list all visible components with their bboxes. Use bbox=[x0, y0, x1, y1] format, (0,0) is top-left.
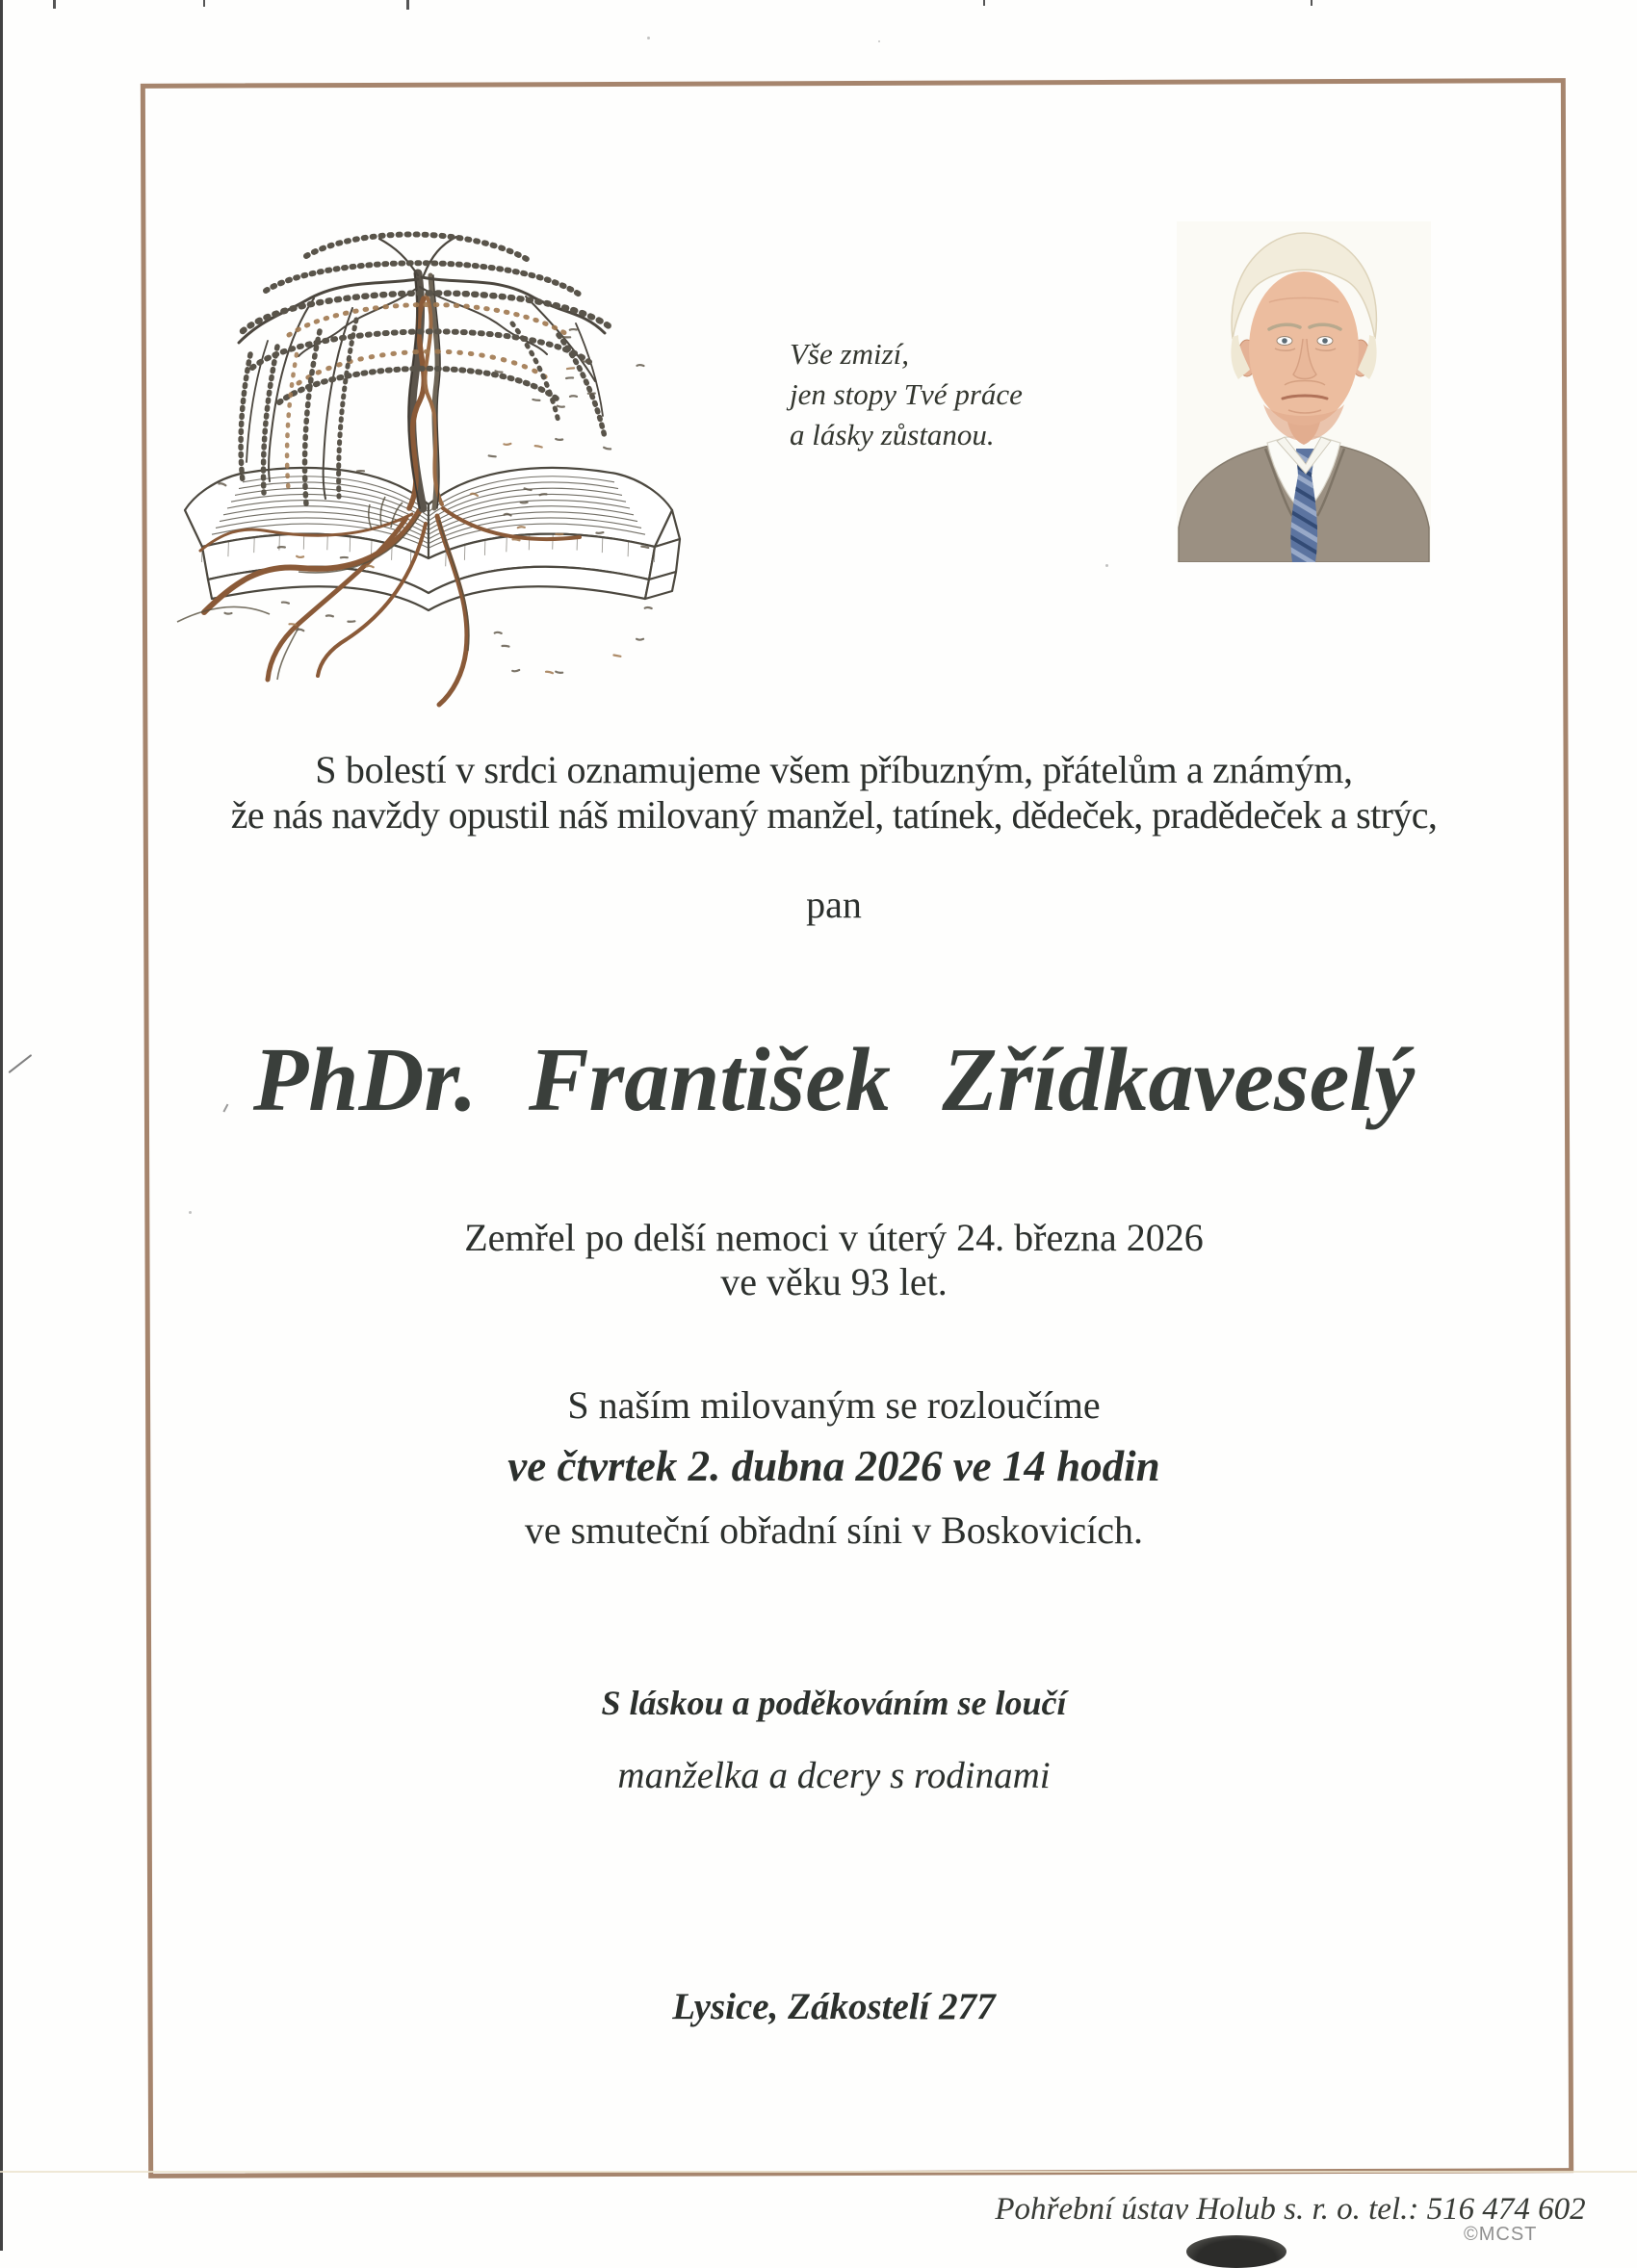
announcement-line-1: S bolestí v srdci oznamujeme všem příbuzným, přátelům a známým, bbox=[315, 748, 1353, 791]
closing-line-2: manželka a dcery s rodinami bbox=[617, 1755, 1051, 1796]
announcement-line-2: že nás navždy opustil náš milovaný manžel, tatínek, dědeček, pradědeček a strýc, bbox=[230, 793, 1438, 837]
ceremony-datetime: ve čtvrtek 2. dubna 2026 ve 14 hodin bbox=[507, 1442, 1160, 1490]
ceremony-place: ve smuteční obřadní síni v Boskovicích. bbox=[524, 1508, 1144, 1552]
ceremony-intro: S naším milovaným se rozloučíme bbox=[567, 1383, 1101, 1427]
scan-speck-2 bbox=[878, 40, 880, 42]
tree-growing-from-book-illustration bbox=[154, 219, 708, 725]
mcst-watermark: ©MCST bbox=[1464, 2224, 1538, 2245]
death-info-line-2: ve věku 93 let. bbox=[720, 1260, 948, 1303]
epigraph-quote bbox=[790, 334, 1023, 455]
scan-pen-mark bbox=[8, 1054, 32, 1073]
trunk-drawing bbox=[409, 273, 442, 508]
closing-line-1: S láskou a poděkováním se loučí bbox=[601, 1684, 1067, 1722]
scan-beige-line bbox=[0, 2171, 1637, 2173]
death-info-line-1: Zemřel po delší nemoci v úterý 24. března 2026 bbox=[464, 1216, 1204, 1259]
scan-speck-1 bbox=[647, 37, 650, 39]
deceased-name: PhDr. František Zřídkaveselý bbox=[252, 1030, 1416, 1130]
quote-line-3: a lásky zůstanou. bbox=[790, 418, 995, 451]
portrait-photo bbox=[1177, 221, 1431, 562]
funeral-home-footer: Pohřební ústav Holub s. r. o. tel.: 516 474 602 bbox=[995, 2192, 1586, 2227]
salutation: pan bbox=[806, 883, 862, 926]
scan-tick-5 bbox=[1311, 0, 1312, 6]
scan-bottom-blob bbox=[1186, 2235, 1286, 2268]
scan-speck-4 bbox=[189, 1211, 192, 1214]
scan-tick-1 bbox=[53, 0, 56, 9]
quote-line-1: Vše zmizí, bbox=[790, 337, 909, 371]
book-drawing bbox=[185, 468, 680, 610]
scan-tick-4 bbox=[983, 0, 985, 6]
quote-line-2: jen stopy Tvé práce bbox=[790, 377, 1023, 411]
scan-speck-3 bbox=[1105, 564, 1108, 567]
address-line: Lysice, Zákostelí 277 bbox=[672, 1986, 996, 2027]
scan-tick-2 bbox=[203, 0, 205, 7]
scan-edge-strip bbox=[0, 0, 3, 2251]
scan-tick-3 bbox=[406, 0, 409, 10]
